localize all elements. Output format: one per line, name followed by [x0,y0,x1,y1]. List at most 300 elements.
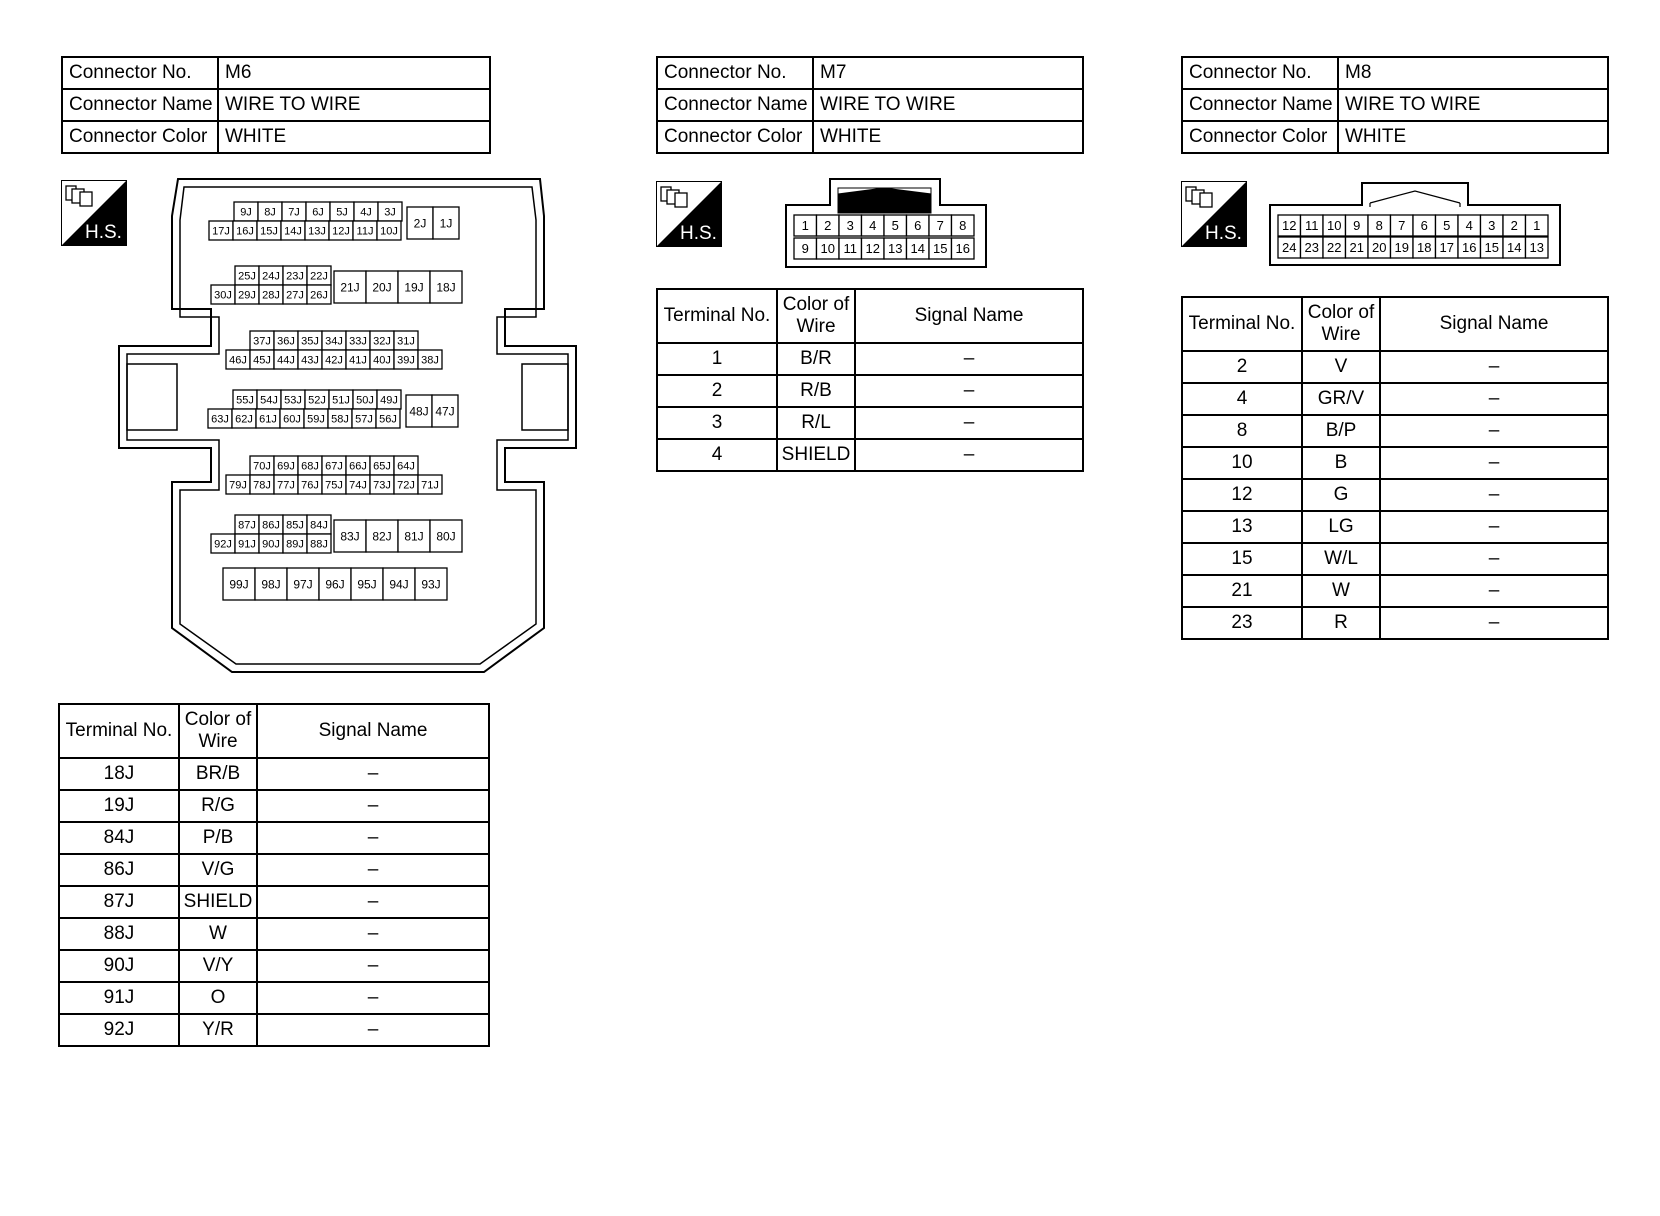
signal-name-cell: – [1380,543,1608,575]
m6-cavity-75J [322,475,346,494]
m7-pin-5 [884,215,907,236]
signal-name-cell: – [257,950,489,982]
m6-cavity-9J [234,202,258,221]
svg-text:9: 9 [801,241,809,257]
m6-cavity-11J [353,221,377,240]
signal-name-cell: – [855,375,1083,407]
svg-text:18: 18 [1417,240,1432,256]
m8-pin-9 [1346,215,1369,236]
m7-connector-name-value: WIRE TO WIRE [813,89,1083,121]
svg-text:45J: 45J [253,354,271,367]
svg-text:70J: 70J [253,460,271,473]
svg-text:41J: 41J [349,354,367,367]
terminal-no-cell: 2 [1182,351,1302,383]
wire-color-cell: R/L [777,407,855,439]
signal-name-cell: – [1380,415,1608,447]
signal-name-cell: – [855,343,1083,375]
svg-text:13: 13 [1529,240,1544,256]
svg-text:37J: 37J [253,335,271,348]
signal-name-cell: – [257,758,489,790]
m6-terminal-table [58,703,490,1047]
svg-text:7J: 7J [288,206,300,219]
m6-cavity-6J [306,202,330,221]
svg-text:16: 16 [1462,240,1477,256]
m6-cavity-52J [305,390,329,409]
m6-cavity-64J [394,456,418,475]
svg-text:50J: 50J [356,394,374,407]
m6-cavity-69J [274,456,298,475]
m6-connector-no-label: Connector No. [62,57,218,89]
wire-color-cell: W/L [1302,543,1380,575]
svg-text:65J: 65J [373,460,391,473]
svg-text:75J: 75J [325,479,343,492]
m6-cavity-73J [370,475,394,494]
svg-text:97J: 97J [293,577,313,592]
svg-text:32J: 32J [373,335,391,348]
m6-cavity-37J [250,331,274,350]
m7-pin-7 [929,215,952,236]
svg-text:68J: 68J [301,460,319,473]
svg-text:98J: 98J [261,577,281,592]
m6-cavity-71J [418,475,442,494]
m7-pin-4 [862,215,885,236]
wire-color-cell: P/B [179,822,257,854]
m6-cavity-26J [307,285,331,304]
m6-cavity-39J [394,350,418,369]
m7-pin-1 [794,215,817,236]
terminal-no-cell: 19J [59,790,179,822]
m7-pin-10 [817,238,840,259]
m6-cavity-44J [274,350,298,369]
m6-cavity-38J [418,350,442,369]
svg-text:67J: 67J [325,460,343,473]
m7-terminal-table [656,288,1084,472]
m6-cavity-89J [283,534,307,553]
terminal-row [59,1014,489,1046]
svg-text:21: 21 [1349,240,1364,256]
svg-text:9: 9 [1353,218,1361,234]
svg-text:83J: 83J [340,529,360,544]
svg-text:20: 20 [1372,240,1387,256]
m6-cavity-88J [307,534,331,553]
m6-cavity-20J [366,271,398,303]
m8-pin-10 [1323,215,1346,236]
svg-text:16: 16 [955,241,970,257]
signal-name-cell: – [257,790,489,822]
svg-text:40J: 40J [373,354,391,367]
m8-pin-17 [1436,237,1459,258]
svg-text:13: 13 [888,241,903,257]
svg-text:12: 12 [1282,218,1297,234]
svg-text:6: 6 [914,218,922,234]
svg-text:2: 2 [824,218,832,234]
svg-text:13J: 13J [308,225,326,238]
wire-color-cell: B/P [1302,415,1380,447]
m6-cavity-54J [257,390,281,409]
m6-cavity-72J [394,475,418,494]
svg-text:42J: 42J [325,354,343,367]
svg-text:36J: 36J [277,335,295,348]
m6-cavity-82J [366,520,398,552]
m6-cavity-40J [370,350,394,369]
m6-cavity-53J [281,390,305,409]
terminal-no-cell: 87J [59,886,179,918]
m6-cavity-16J [233,221,257,240]
svg-text:17J: 17J [212,225,230,238]
signal-name-cell: – [1380,447,1608,479]
m8-harness-side-icon [1181,181,1247,247]
m6-cavity-61J [256,409,280,428]
svg-text:62J: 62J [235,413,253,426]
terminal-no-cell: 12 [1182,479,1302,511]
m6-cavity-34J [322,331,346,350]
m7-connector-face [786,177,986,273]
svg-text:23: 23 [1304,240,1319,256]
m6-cavity-51J [329,390,353,409]
svg-text:88J: 88J [310,538,328,551]
svg-text:30J: 30J [214,289,232,302]
terminal-row [1182,351,1608,383]
svg-text:39J: 39J [397,354,415,367]
m6-wire-color-header: Color of Wire [179,704,257,758]
m6-cavity-80J [430,520,462,552]
m7-connector-name-label: Connector Name [657,89,813,121]
terminal-row [1182,479,1608,511]
m6-cavity-47J [432,395,458,427]
m6-cavity-10J [377,221,401,240]
wire-color-cell: R/B [777,375,855,407]
terminal-row [1182,511,1608,543]
signal-name-cell: – [855,407,1083,439]
svg-text:7: 7 [1398,218,1406,234]
svg-text:19J: 19J [404,280,424,295]
m6-cavity-59J [304,409,328,428]
m6-terminal-no-header: Terminal No. [59,704,179,758]
m6-cavity-48J [406,395,432,427]
wire-color-cell: B/R [777,343,855,375]
terminal-no-cell: 23 [1182,607,1302,639]
svg-text:99J: 99J [229,577,249,592]
terminal-row [1182,415,1608,447]
terminal-row [59,790,489,822]
m8-connector-name-value: WIRE TO WIRE [1338,89,1608,121]
m6-cavity-8J [258,202,282,221]
m6-cavity-49J [377,390,401,409]
signal-name-cell: – [257,822,489,854]
svg-text:1J: 1J [439,216,453,231]
m6-cavity-15J [257,221,281,240]
svg-text:46J: 46J [229,354,247,367]
m6-cavity-28J [259,285,283,304]
m7-pin-6 [907,215,930,236]
svg-text:43J: 43J [301,354,319,367]
m6-cavity-98J [255,568,287,600]
m6-cavity-57J [352,409,376,428]
m6-cavity-50J [353,390,377,409]
m6-cavity-93J [415,568,447,600]
svg-text:20J: 20J [372,280,392,295]
m6-cavity-21J [334,271,366,303]
svg-text:15J: 15J [260,225,278,238]
svg-text:8: 8 [1375,218,1383,234]
terminal-no-cell: 21 [1182,575,1302,607]
svg-text:8: 8 [959,218,967,234]
m8-pin-20 [1368,237,1391,258]
svg-text:76J: 76J [301,479,319,492]
svg-text:15: 15 [933,241,948,257]
m7-signal-name-header: Signal Name [855,289,1083,343]
m8-connector-color-value: WHITE [1338,121,1608,153]
svg-text:96J: 96J [325,577,345,592]
wire-color-cell: V [1302,351,1380,383]
m6-cavity-96J [319,568,351,600]
m7-pin-14 [907,238,930,259]
terminal-row [59,758,489,790]
svg-text:26J: 26J [310,289,328,302]
wire-color-cell: SHIELD [777,439,855,471]
m7-pin-3 [839,215,862,236]
signal-name-cell: – [1380,575,1608,607]
svg-text:5: 5 [891,218,899,234]
svg-text:84J: 84J [310,519,328,532]
terminal-row [59,854,489,886]
m6-connector-color-label: Connector Color [62,121,218,153]
svg-text:14: 14 [1507,240,1522,256]
m8-wire-color-header: Color of Wire [1302,297,1380,351]
m6-cavity-58J [328,409,352,428]
svg-text:57J: 57J [355,413,373,426]
m6-cavity-30J [211,285,235,304]
m7-pin-2 [817,215,840,236]
svg-text:22: 22 [1327,240,1342,256]
m6-cavity-76J [298,475,322,494]
svg-text:94J: 94J [389,577,409,592]
m7-terminal-no-header: Terminal No. [657,289,777,343]
svg-text:24J: 24J [262,270,280,283]
terminal-no-cell: 1 [657,343,777,375]
signal-name-cell: – [257,854,489,886]
svg-text:5: 5 [1443,218,1451,234]
m6-cavity-70J [250,456,274,475]
svg-text:82J: 82J [372,529,392,544]
svg-text:5J: 5J [336,206,348,219]
m7-pin-16 [952,238,975,259]
m8-pin-8 [1368,215,1391,236]
m7-pin-13 [884,238,907,259]
terminal-no-cell: 10 [1182,447,1302,479]
signal-name-cell: – [855,439,1083,471]
signal-name-cell: – [1380,479,1608,511]
m7-wire-color-header: Color of Wire [777,289,855,343]
svg-text:92J: 92J [214,538,232,551]
m8-pin-5 [1436,215,1459,236]
m6-cavity-5J [330,202,354,221]
m8-hs-label: H.S. [1205,223,1242,244]
svg-text:7: 7 [936,218,944,234]
m6-cavity-25J [235,266,259,285]
terminal-no-cell: 92J [59,1014,179,1046]
svg-text:8J: 8J [264,206,276,219]
signal-name-cell: – [1380,511,1608,543]
svg-text:44J: 44J [277,354,295,367]
m8-pin-7 [1391,215,1414,236]
m8-connector-name-label: Connector Name [1182,89,1338,121]
m6-cavity-32J [370,331,394,350]
m6-cavity-19J [398,271,430,303]
m6-cavity-13J [305,221,329,240]
terminal-no-cell: 2 [657,375,777,407]
m6-cavity-67J [322,456,346,475]
m6-cavity-3J [378,202,402,221]
m6-connector-name-value: WIRE TO WIRE [218,89,490,121]
m8-pin-3 [1481,215,1504,236]
svg-text:11: 11 [1305,218,1319,234]
svg-text:95J: 95J [357,577,377,592]
m6-cavity-66J [346,456,370,475]
m6-cavity-74J [346,475,370,494]
svg-text:33J: 33J [349,335,367,348]
m7-connector-color-label: Connector Color [657,121,813,153]
svg-text:18J: 18J [436,280,456,295]
svg-text:17: 17 [1439,240,1454,256]
svg-text:78J: 78J [253,479,271,492]
terminal-no-cell: 90J [59,950,179,982]
svg-text:21J: 21J [340,280,360,295]
m6-cavity-22J [307,266,331,285]
svg-text:48J: 48J [409,404,429,419]
m6-signal-name-header: Signal Name [257,704,489,758]
svg-text:89J: 89J [286,538,304,551]
m6-cavity-14J [281,221,305,240]
svg-text:53J: 53J [284,394,302,407]
svg-text:14J: 14J [284,225,302,238]
signal-name-cell: – [257,886,489,918]
m7-connector-no-label: Connector No. [657,57,813,89]
m8-pin-21 [1346,237,1369,258]
m6-cavity-24J [259,266,283,285]
svg-text:61J: 61J [259,413,277,426]
m6-cavity-91J [235,534,259,553]
m8-pin-19 [1391,237,1414,258]
svg-text:15: 15 [1484,240,1499,256]
svg-text:60J: 60J [283,413,301,426]
m8-pin-14 [1503,237,1526,258]
m6-cavity-63J [208,409,232,428]
m6-cavity-33J [346,331,370,350]
m7-pin-15 [929,238,952,259]
terminal-row [1182,575,1608,607]
m7-pin-11 [839,238,862,259]
terminal-row [657,439,1083,471]
m6-cavity-83J [334,520,366,552]
signal-name-cell: – [257,982,489,1014]
svg-text:85J: 85J [286,519,304,532]
svg-text:11J: 11J [356,225,374,238]
m8-pin-23 [1301,237,1324,258]
wire-color-cell: SHIELD [179,886,257,918]
wire-color-cell: BR/B [179,758,257,790]
wire-color-cell: V/Y [179,950,257,982]
m6-cavity-46J [226,350,250,369]
m6-cavity-42J [322,350,346,369]
svg-text:66J: 66J [349,460,367,473]
svg-text:22J: 22J [310,270,328,283]
wire-color-cell: R/G [179,790,257,822]
wire-color-cell: GR/V [1302,383,1380,415]
terminal-row [59,918,489,950]
svg-text:47J: 47J [435,404,455,419]
svg-text:74J: 74J [349,479,367,492]
wire-color-cell: B [1302,447,1380,479]
svg-text:72J: 72J [397,479,415,492]
m6-connector-no-value: M6 [218,57,490,89]
svg-text:1: 1 [1533,218,1541,234]
m8-pin-13 [1526,237,1549,258]
m6-cavity-85J [283,515,307,534]
svg-text:2J: 2J [413,216,427,231]
m6-cavity-36J [274,331,298,350]
terminal-row [59,982,489,1014]
m6-cavity-43J [298,350,322,369]
svg-text:34J: 34J [325,335,343,348]
m7-connector-color-value: WHITE [813,121,1083,153]
svg-text:80J: 80J [436,529,456,544]
svg-text:93J: 93J [421,577,441,592]
m6-cavity-81J [398,520,430,552]
svg-text:86J: 86J [262,519,280,532]
m8-info-table [1181,56,1609,154]
svg-text:79J: 79J [229,479,247,492]
svg-text:25J: 25J [238,270,256,283]
m6-cavity-23J [283,266,307,285]
m6-cavity-31J [394,331,418,350]
wire-color-cell: O [179,982,257,1014]
m7-connector-no-value: M7 [813,57,1083,89]
m6-connector-color-value: WHITE [218,121,490,153]
svg-text:28J: 28J [262,289,280,302]
terminal-no-cell: 8 [1182,415,1302,447]
svg-text:59J: 59J [307,413,325,426]
m6-cavity-2J [407,207,433,239]
m6-cavity-99J [223,568,255,600]
m8-pin-15 [1481,237,1504,258]
m6-cavity-90J [259,534,283,553]
svg-text:54J: 54J [260,394,278,407]
m7-pin-8 [952,215,975,236]
m7-info-table [656,56,1084,154]
svg-text:4: 4 [1465,218,1473,234]
svg-text:19: 19 [1394,240,1409,256]
m7-hs-label: H.S. [680,223,717,244]
svg-text:35J: 35J [301,335,319,348]
m6-cavity-86J [259,515,283,534]
wire-color-cell: R [1302,607,1380,639]
m8-pin-18 [1413,237,1436,258]
wire-color-cell: W [179,918,257,950]
svg-text:55J: 55J [236,394,254,407]
svg-text:49J: 49J [380,394,398,407]
m6-cavity-18J [430,271,462,303]
svg-text:12: 12 [865,241,880,257]
m8-pin-22 [1323,237,1346,258]
terminal-row [657,407,1083,439]
m6-cavity-78J [250,475,274,494]
svg-text:6: 6 [1420,218,1428,234]
svg-text:6J: 6J [312,206,324,219]
wire-color-cell: Y/R [179,1014,257,1046]
m8-pin-2 [1503,215,1526,236]
m6-connector-face [116,176,596,676]
